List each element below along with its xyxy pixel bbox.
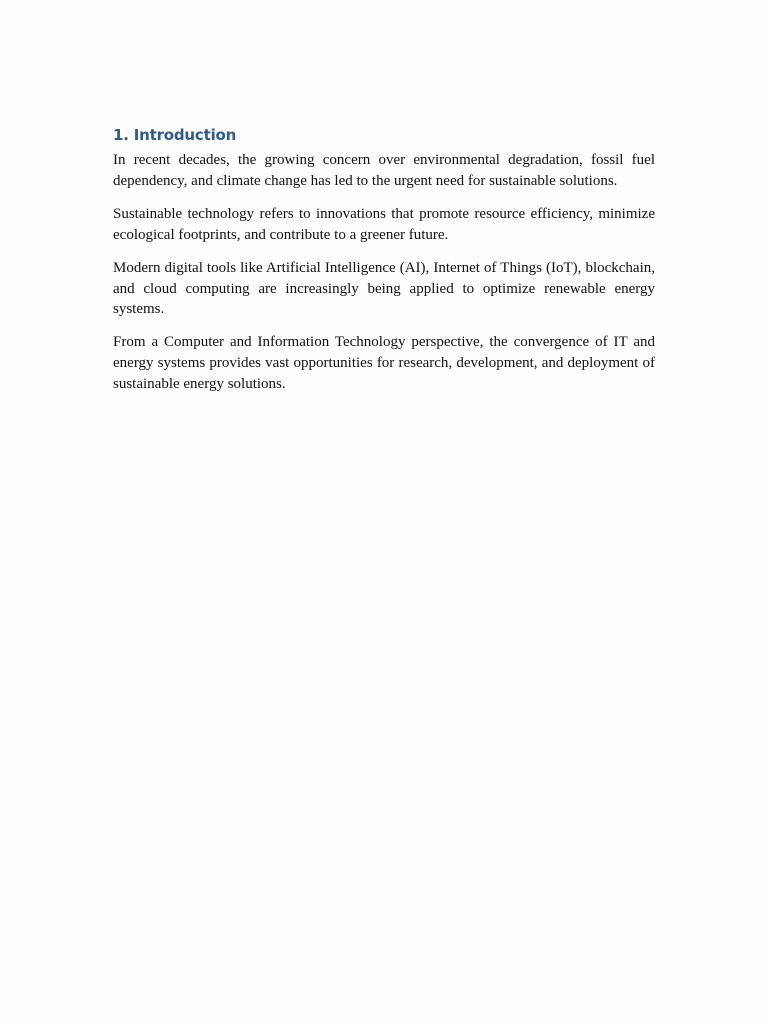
- paragraph-3: Modern digital tools like Artificial Intelligence (AI), Internet of Things (IoT), blockchain, and cloud computing are increasingly being applied to optimize renewable energy systems.: [113, 259, 655, 318]
- paragraph-2: Sustainable technology refers to innovations that promote resource efficiency, minimize ecological footprints, and contribute to a greener future.: [113, 205, 655, 243]
- section-heading: 1. Introduction: [113, 126, 237, 144]
- paragraph-4: From a Computer and Information Technology perspective, the convergence of IT and energy systems provides vast opportunities for research, development, and deployment of sustainable energy solutions.: [113, 334, 655, 392]
- paragraph-1: In recent decades, the growing concern over environmental degradation, fossil fuel dependency, and climate change has led to the urgent need for sustainable solutions.: [113, 152, 655, 189]
- document-body: [113, 124, 655, 407]
